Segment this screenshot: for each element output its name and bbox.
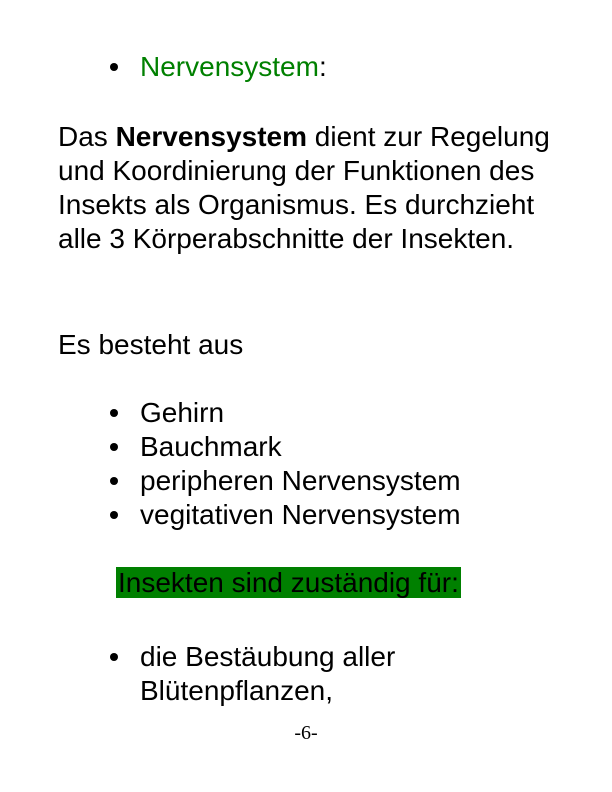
bullet-icon <box>110 443 118 451</box>
list-item-label: Bauchmark <box>140 431 282 462</box>
intro-paragraph: Es besteht aus <box>58 329 244 360</box>
section-heading: Nervensystem <box>140 51 319 82</box>
page-number: -6- <box>294 722 318 744</box>
list-item-label: die Bestäubung aller Blütenpflanzen, <box>140 641 396 706</box>
heading-list <box>108 50 327 84</box>
bullet-icon <box>110 511 118 519</box>
list-item <box>108 396 461 430</box>
description-before: Das <box>58 121 116 152</box>
bullet-icon <box>110 63 118 71</box>
list-item <box>108 464 461 498</box>
highlight-heading <box>116 566 461 600</box>
heading-list-item <box>108 50 327 84</box>
description-after: dient zur Regelung und Koordinierung der Funktionen des Insekts als Organismus. Es durchzieht alle 3 Körperabschnitte der Insekten. <box>58 121 550 254</box>
list-item-label: Gehirn <box>140 397 225 428</box>
list-item <box>108 430 461 464</box>
description-bold-term: Nervensystem <box>115 121 308 152</box>
list-item-label: vegitativen Nervensystem <box>140 499 461 530</box>
heading-colon: : <box>318 51 327 82</box>
list-item <box>108 498 461 532</box>
bullet-icon <box>110 477 118 485</box>
list-item <box>108 640 568 708</box>
bullet-icon <box>110 653 118 661</box>
description-paragraph <box>58 120 578 256</box>
components-list <box>108 396 461 532</box>
highlight-text: Insekten sind zuständig für: <box>118 567 459 598</box>
bullet-icon <box>110 409 118 417</box>
list-item-label: peripheren Nervensystem <box>140 465 461 496</box>
duties-list <box>108 640 568 708</box>
